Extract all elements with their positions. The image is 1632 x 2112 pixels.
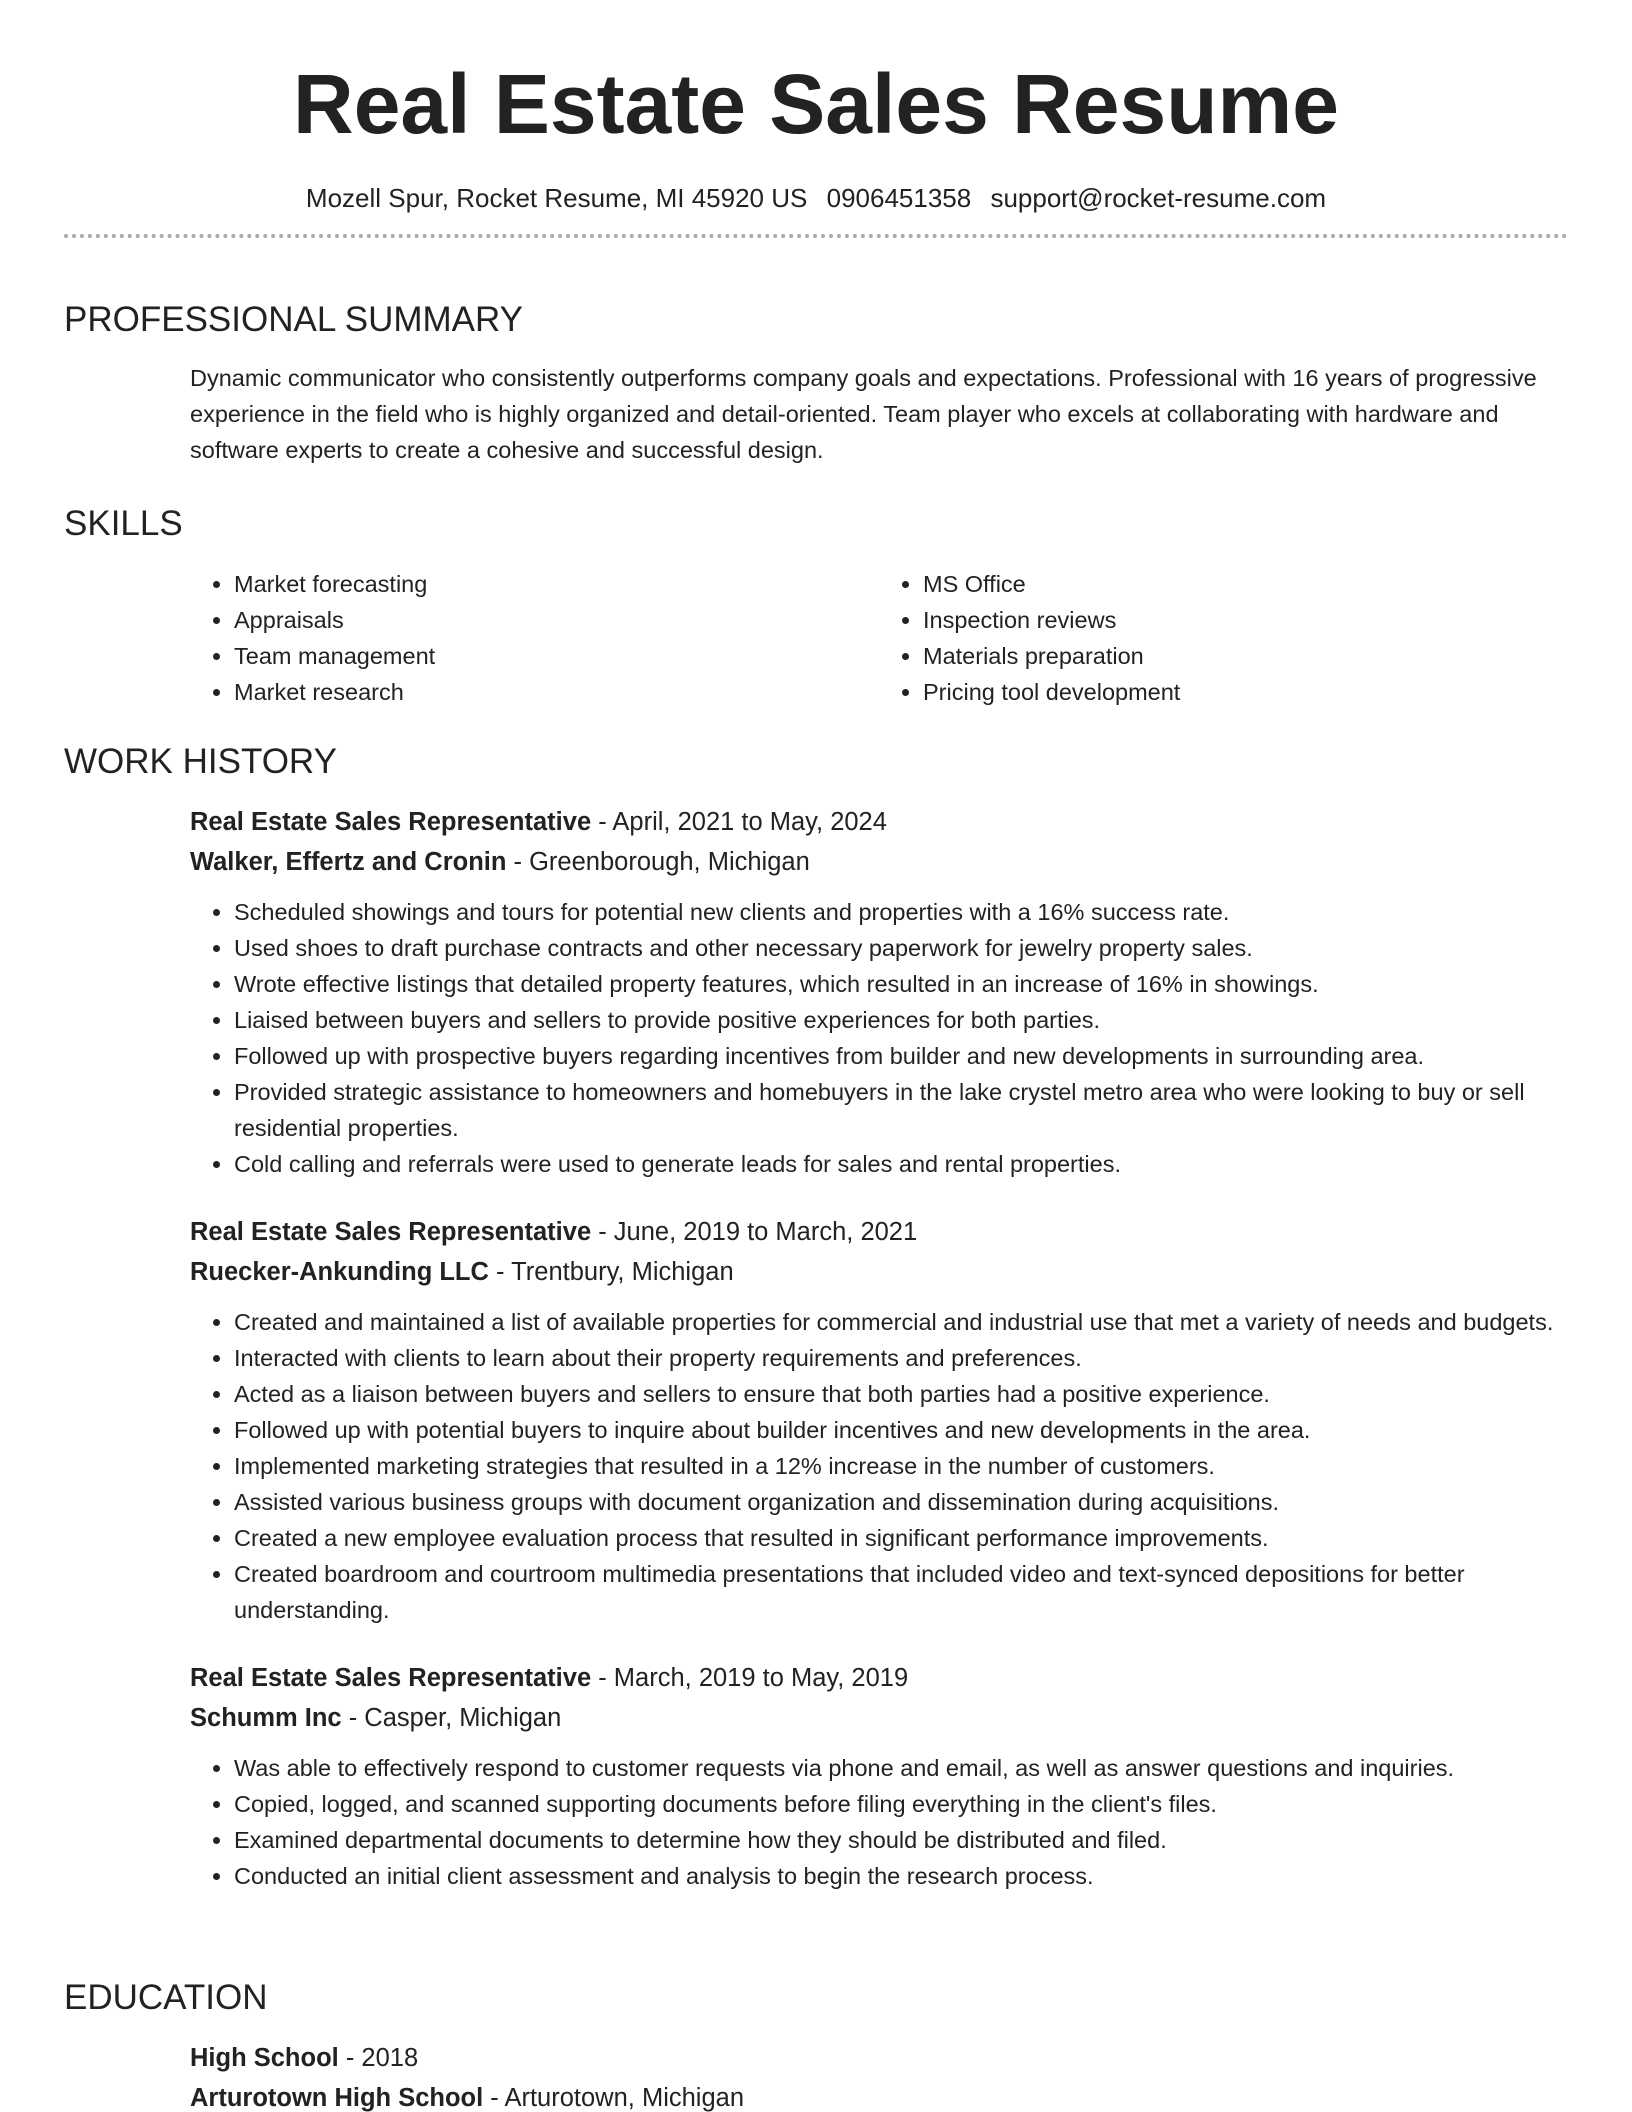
job-company: Ruecker-Ankunding LLC — [190, 1258, 489, 1286]
job-bullet: • Created and maintained a list of available properties for commercial and industrial use that met a variety of needs and budgets. — [234, 1304, 1568, 1340]
job-location: - Trentbury, Michigan — [488, 1258, 734, 1286]
job-title: Real Estate Sales Representative — [190, 808, 592, 836]
job-bullet: • Interacted with clients to learn about their property requirements and preferences. — [234, 1340, 1568, 1376]
job-location: - Greenborough, Michigan — [506, 848, 810, 876]
job-bullet: • Cold calling and referrals were used to generate leads for sales and rental properties. — [234, 1146, 1568, 1182]
job-bullet: • Implemented marketing strategies that resulted in a 12% increase in the number of customers. — [234, 1448, 1568, 1484]
job-dates: - March, 2019 to May, 2019 — [591, 1664, 909, 1692]
job-bullets — [190, 894, 1568, 1182]
education-degree: High School — [190, 2044, 339, 2072]
skill-item: • Materials preparation — [923, 638, 1568, 674]
contact-address: Mozell Spur, Rocket Resume, MI 45920 US — [305, 183, 808, 213]
contact-line — [64, 182, 1568, 214]
job-bullets — [190, 1304, 1568, 1628]
education-section — [64, 1976, 1568, 2112]
skills-section — [64, 502, 1568, 710]
job-bullet: • Provided strategic assistance to homeowners and homebuyers in the lake crystel metro area who were looking to buy or sell residential properties. — [234, 1074, 1568, 1146]
job-bullet: • Scheduled showings and tours for potential new clients and properties with a 16% success rate. — [234, 894, 1568, 930]
job-dates: - April, 2021 to May, 2024 — [591, 808, 887, 836]
work-history-heading: WORK HISTORY — [64, 742, 337, 781]
resume-header — [64, 0, 1568, 238]
job-bullet: • Followed up with potential buyers to inquire about builder incentives and new developments in the area. — [234, 1412, 1568, 1448]
education-school: Arturotown High School — [190, 2084, 484, 2112]
skills-list-left — [190, 566, 879, 710]
skill-item: • Team management — [234, 638, 879, 674]
resume-title: Real Estate Sales Resume — [293, 57, 1339, 151]
job-bullet: • Was able to effectively respond to customer requests via phone and email, as well as answer questions and inquiries. — [234, 1750, 1568, 1786]
job-bullet: • Followed up with prospective buyers regarding incentives from builder and new developments in surrounding area. — [234, 1038, 1568, 1074]
education-location: - Arturotown, Michigan — [483, 2084, 744, 2112]
job-entry — [190, 1658, 1568, 1894]
job-entry — [190, 802, 1568, 1182]
job-company-line — [190, 1252, 1568, 1292]
skills-list-right — [879, 566, 1568, 710]
job-title-line — [190, 1658, 1568, 1698]
contact-email: support@rocket-resume.com — [990, 183, 1327, 213]
work-history-section — [64, 740, 1568, 1894]
skill-item: • Market forecasting — [234, 566, 879, 602]
job-title: Real Estate Sales Representative — [190, 1218, 592, 1246]
job-company-line — [190, 1698, 1568, 1738]
education-degree-line — [190, 2038, 1568, 2078]
job-bullet: • Used shoes to draft purchase contracts and other necessary paperwork for jewelry property sales. — [234, 930, 1568, 966]
job-company-line — [190, 842, 1568, 882]
skill-item: • Inspection reviews — [923, 602, 1568, 638]
education-heading: EDUCATION — [64, 1978, 268, 2017]
job-dates: - June, 2019 to March, 2021 — [591, 1218, 918, 1246]
job-company: Walker, Effertz and Cronin — [190, 848, 507, 876]
job-bullet: • Created a new employee evaluation process that resulted in significant performance improvements. — [234, 1520, 1568, 1556]
summary-section — [64, 298, 1568, 468]
skill-item: • Pricing tool development — [923, 674, 1568, 710]
job-bullet: • Examined departmental documents to determine how they should be distributed and filed. — [234, 1822, 1568, 1858]
education-year: - 2018 — [338, 2044, 419, 2072]
skills-heading: SKILLS — [64, 504, 183, 543]
job-bullet: • Acted as a liaison between buyers and sellers to ensure that both parties had a positive experience. — [234, 1376, 1568, 1412]
job-bullet: • Liaised between buyers and sellers to provide positive experiences for both parties. — [234, 1002, 1568, 1038]
skill-item: • MS Office — [923, 566, 1568, 602]
job-bullet: • Assisted various business groups with document organization and dissemination during acquisitions. — [234, 1484, 1568, 1520]
job-bullet: • Wrote effective listings that detailed property features, which resulted in an increase of 16% in showings. — [234, 966, 1568, 1002]
job-title-line — [190, 1212, 1568, 1252]
header-divider — [64, 234, 1568, 238]
summary-heading: PROFESSIONAL SUMMARY — [64, 300, 523, 339]
job-title-line — [190, 802, 1568, 842]
job-bullet: • Created boardroom and courtroom multimedia presentations that included video and text-synced depositions for better understanding. — [234, 1556, 1568, 1628]
job-bullet: • Copied, logged, and scanned supporting documents before filing everything in the client's files. — [234, 1786, 1568, 1822]
job-title: Real Estate Sales Representative — [190, 1664, 592, 1692]
job-bullet: • Conducted an initial client assessment and analysis to begin the research process. — [234, 1858, 1568, 1894]
skill-item: • Market research — [234, 674, 879, 710]
job-bullets — [190, 1750, 1568, 1894]
job-location: - Casper, Michigan — [341, 1704, 562, 1732]
education-school-line — [190, 2078, 1568, 2112]
job-entry — [190, 1212, 1568, 1628]
skills-grid — [190, 566, 1568, 710]
education-entry — [190, 2038, 1568, 2112]
skill-item: • Appraisals — [234, 602, 879, 638]
contact-phone: 0906451358 — [826, 183, 972, 213]
summary-text: Dynamic communicator who consistently outperforms company goals and expectations. Professional with 16 years of progressive experience in the field who is highly organized and detail-oriented. Team player who excels at collaborating with hardware and software experts to create a cohesive and successful design. — [190, 365, 1537, 463]
job-company: Schumm Inc — [190, 1704, 342, 1732]
